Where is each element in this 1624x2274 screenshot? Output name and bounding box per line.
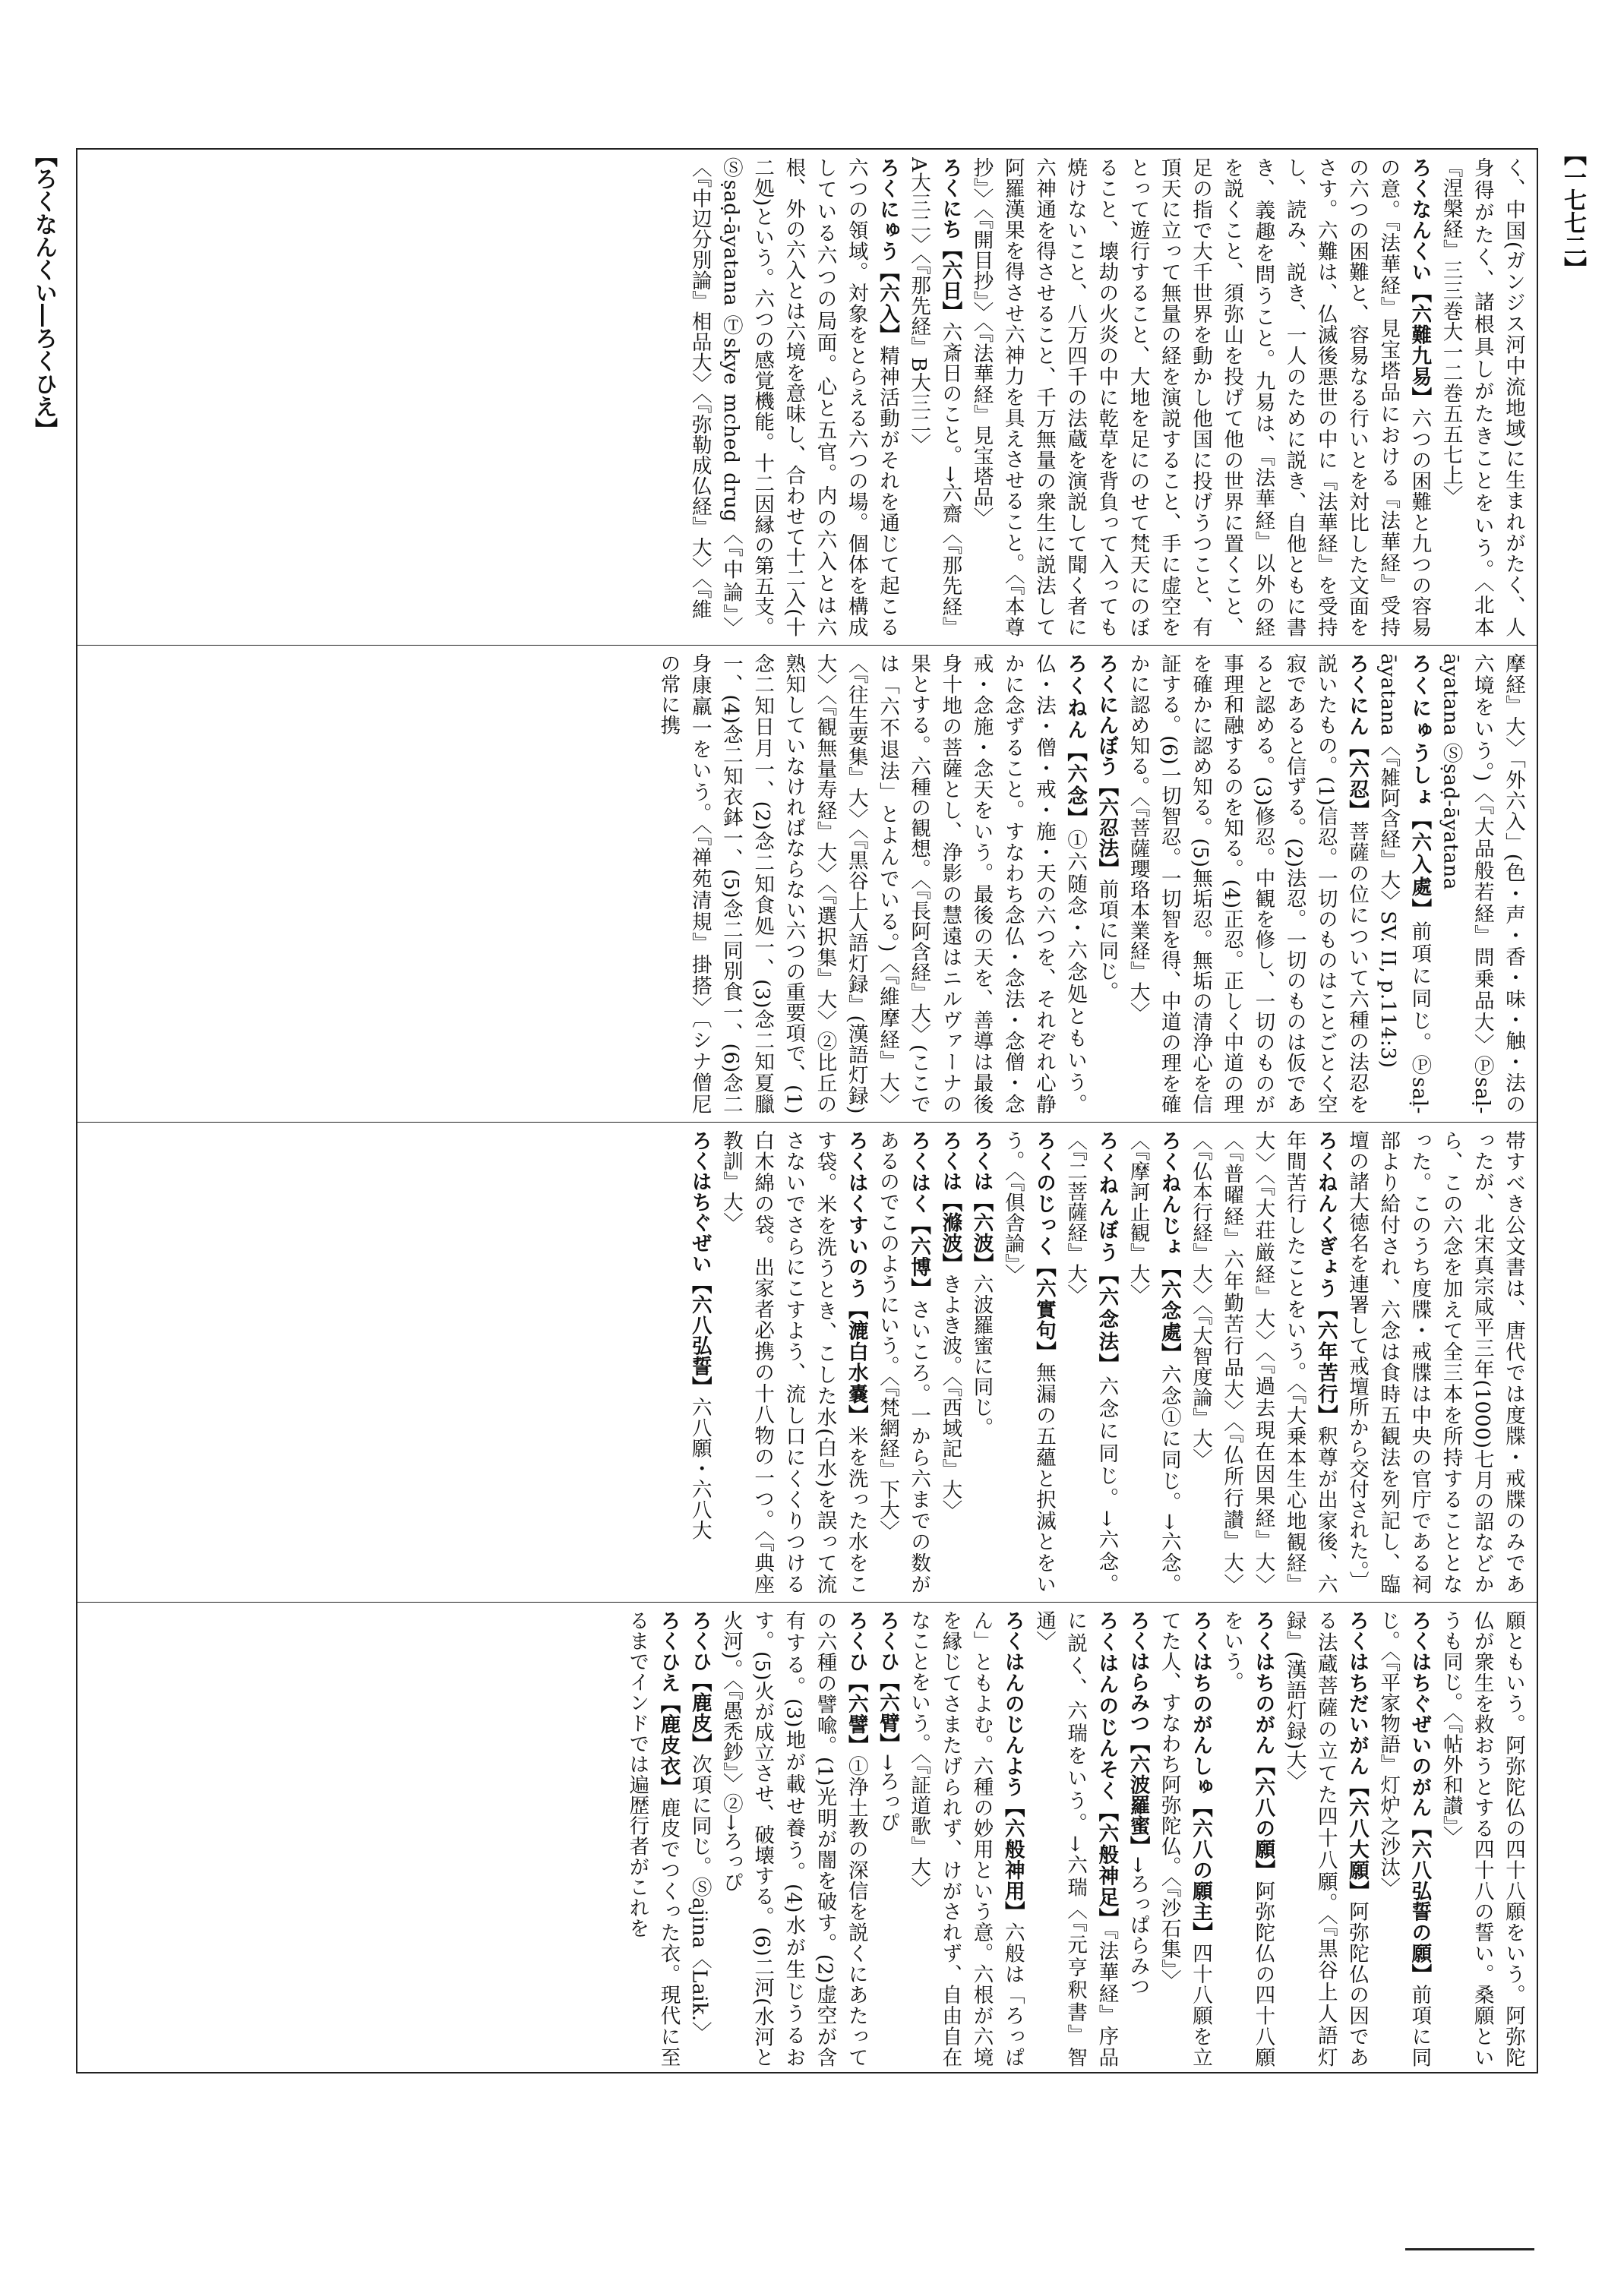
entry-headword: ろくはちぐぜい【六八弘誓】 bbox=[687, 1130, 712, 1397]
entry-text: 次項に同じ。Ⓢajina〈Laik.〉 bbox=[687, 1754, 712, 2042]
dictionary-entry bbox=[876, 1130, 930, 1594]
dictionary-entry bbox=[1189, 1130, 1338, 1594]
entry-text: 帯すべき公文書は、唐代では度牒・戒牒のみであったが、北宋真宗咸平三年(1000)七月の詔などから、この六念を加えて全三本を所持することとなった。このうち度牒・戒牒は中央の官庁である祠部より給付され、六念は食時五観法を列記し、臨壇の諸大徳名を連署して戒壇所から交付された。〕 bbox=[1344, 1130, 1525, 1594]
entry-headword: ろくは【滌波】 bbox=[938, 1130, 962, 1274]
dictionary-entry bbox=[1439, 157, 1525, 637]
dictionary-entry bbox=[1283, 1610, 1369, 2067]
tier-4-text bbox=[85, 1610, 1529, 2067]
entry-headword: ろくは【六波】 bbox=[969, 1130, 994, 1274]
entry-headword: ろくはく【六博】 bbox=[907, 1130, 931, 1300]
running-head: 【ろくなんくい―ろくひえ】 bbox=[30, 144, 57, 441]
dictionary-entry bbox=[1376, 653, 1431, 1114]
entry-text: きよき波。〈『西域記』大〉 bbox=[938, 1274, 962, 1521]
dictionary-entry bbox=[1345, 1130, 1525, 1594]
dictionary-entry bbox=[1126, 653, 1369, 1114]
entry-text: 願ともいう。阿弥陀仏の四十八願をいう。阿弥陀仏が衆生を救おうとする四十八の誓い。桑願というも同じ。〈『帖外和讃』〉 bbox=[1439, 1610, 1525, 2067]
entry-text: 六波羅蜜に同じ。 bbox=[969, 1274, 994, 1438]
dictionary-entry bbox=[876, 1610, 899, 1833]
dictionary-entry bbox=[1439, 653, 1525, 1114]
text-frame bbox=[76, 148, 1538, 2073]
entry-headword: ろくひ【六臂】 bbox=[875, 1610, 899, 1754]
entry-headword: ろくはちのがんしゅ【六八の願主】 bbox=[1188, 1610, 1212, 1944]
dictionary-entry bbox=[1095, 653, 1118, 1002]
dictionary-entry bbox=[907, 1610, 1025, 2067]
entry-text: ①浄土教の深信を説くにあたっての六種の譬喩。(1)光明が闇を破す。(2)虚空が含有する。(3)地が載せ養う。(4)水が生じうるおす。(5)火が成立させ、破壊する。(6)二河(水河と火河)。〈『愚禿鈔』〉②→ろっぴ bbox=[719, 1610, 868, 2067]
entry-text: 菩薩の位について六種の法忍を説いたもの。(1)信忍。一切のものはことごとく空寂であると信ずる。(2)法忍。一切のものは仮であると認める。(3)修忍。中観を修し、一切のものが事理和融するのを知る。(4)正忍。正しく中道の理を確かに認め知る。(5)無垢忍。無垢の清浄心を信証する。(6)一切智忍。一切智を得、中道の理を確かに認め知る。〈『菩薩瓔珞本業経』大〉 bbox=[1126, 653, 1369, 1114]
entry-text: →ろっぱらみつ bbox=[1126, 1856, 1150, 1997]
entry-text: さいころ。一から六までの数があるのでこのようにいう。〈『梵網経』下大〉 bbox=[875, 1130, 931, 1594]
dictionary-entry bbox=[657, 653, 1088, 1114]
dictionary-entry bbox=[1376, 1610, 1431, 2067]
dictionary-entry bbox=[1439, 1610, 1525, 2067]
entry-headword: ろくはちのがん【六八の願】 bbox=[1251, 1610, 1275, 1881]
entry-headword: ろくひ【六譬】 bbox=[844, 1610, 868, 1756]
dictionary-entry bbox=[970, 157, 1432, 637]
entry-text: 精神活動がそれを通じて起こる六つの領域。対象をとらえる六つの場。個体を構成している六つの局面。心と五官。内の六入とは六根、外の六入とは六境を意味し、合わせて十二入(十二処)という。六つの感覚機能。十二因縁の第五支。Ⓢṣaḍ-āyatana Ⓣskye mched drug〈『中論』〉〈『中辺分別論』相品大〉〈『弥勒成仏経』大〉〈『維 bbox=[687, 157, 899, 637]
page-number: 【一七七二】 bbox=[1559, 143, 1586, 280]
entry-headword: ろくはんのじんそく【六般神足】 bbox=[1095, 1610, 1119, 1930]
dictionary-entry bbox=[1158, 1610, 1212, 2067]
tier-2-text bbox=[85, 653, 1529, 1114]
entry-headword: ろくにんぼう【六忍法】 bbox=[1095, 653, 1119, 879]
entry-text: 『法華経』序品に説く、六瑞をいう。→六瑞〈『元亨釈書』智通〉 bbox=[1032, 1610, 1119, 2067]
entry-headword: ろくにん【六忍】 bbox=[1344, 653, 1369, 821]
entry-text: 六念に同じ。→六念。〈『二菩薩経』大〉 bbox=[1063, 1130, 1119, 1594]
entry-headword: ろくねんくぎょう【六年苦行】 bbox=[1313, 1130, 1338, 1426]
dictionary-entry bbox=[938, 1130, 962, 1521]
entry-headword: ろくはんのじんよう【六般神用】 bbox=[1000, 1610, 1025, 1922]
entry-text: 無漏の五蘊と択滅とをいう。〈『倶舎論』〉 bbox=[1000, 1130, 1056, 1594]
entry-headword: ろくはらみつ【六波羅蜜】 bbox=[1126, 1610, 1150, 1856]
tier-3-text bbox=[85, 1130, 1529, 1594]
dictionary-entry bbox=[1063, 1130, 1118, 1594]
dictionary-entry bbox=[907, 157, 962, 637]
entry-text: く、中国(ガンジス河中流地域)に生まれがたく、人身得がたく、諸根具しがたきことをいう。〈北本『涅槃経』三三巻大一二巻五五七上〉 bbox=[1439, 157, 1525, 637]
dictionary-entry bbox=[688, 1610, 712, 2042]
tier-4 bbox=[77, 1602, 1537, 2075]
entry-text: 阿弥陀仏の四十八願をいう。 bbox=[1220, 1610, 1275, 2067]
entry-text: 釈尊が出家後、六年間苦行したことをいう。〈『大乗本生心地観経』大〉〈『大荘厳経』大〉〈『過去現在因果経』大〉〈『普曜経』六年勤苦行品大〉〈『仏所行讃』大〉〈『仏本行経』大〉〈『大智度論』大〉 bbox=[1188, 1130, 1338, 1594]
entry-text: 六斎日のこと。→六齋〈『那先経』A大三二〉〈『那先経』B大三二〉 bbox=[907, 157, 962, 637]
dictionary-entry bbox=[688, 157, 899, 637]
entry-headword: ろくはくすいのう【漉白水嚢】 bbox=[844, 1130, 868, 1426]
tier-3 bbox=[77, 1122, 1537, 1602]
tier-1-text bbox=[85, 157, 1529, 637]
entry-headword: ろくねんぼう【六念法】 bbox=[1095, 1130, 1119, 1376]
entry-headword: ろくにゅう【六入】 bbox=[875, 157, 899, 346]
entry-text: 前項に同じ。〈『平家物語』灯炉之沙汰〉 bbox=[1376, 1610, 1432, 2067]
entry-text: 四十八願を立てた人、すなわち阿弥陀仏。〈『沙石集』〉 bbox=[1157, 1610, 1212, 2067]
dictionary-entry bbox=[1220, 1610, 1275, 2067]
entry-headword: ろくはちぐぜいのがん【六八弘誓の願】 bbox=[1408, 1610, 1432, 1985]
dictionary-entry bbox=[1001, 1130, 1056, 1594]
entry-text: 前項に同じ。Ⓟsaḷ-āyatana〈『雑阿含経』大〉SV. II, p.114:3) bbox=[1376, 653, 1432, 1114]
entry-text: →ろっぴ bbox=[875, 1754, 899, 1833]
dictionary-entry bbox=[719, 1610, 868, 2067]
entry-text: 摩経』大〉「外六入」(色・声・香・味・触・法の六境をいう。)〈『大品般若経』問乗品大〉Ⓟsaḷ-āyatana Ⓢṣaḍ-āyatana bbox=[1439, 653, 1525, 1114]
entry-text: 六念①に同じ。→六念。〈『摩訶止観』大〉 bbox=[1126, 1130, 1181, 1594]
entry-headword: ろくのじっく【六實句】 bbox=[1032, 1130, 1056, 1363]
entry-headword: ろくはちだいがん【六八大願】 bbox=[1344, 1610, 1369, 1902]
dictionary-entry bbox=[970, 1130, 994, 1438]
footer-rule bbox=[1405, 2248, 1534, 2250]
entry-headword: ろくにゅうしょ【六入處】 bbox=[1408, 653, 1432, 921]
tier-1 bbox=[77, 150, 1537, 645]
entry-text: 阿弥陀仏の因である法蔵菩薩の立てた四十八願。〈『黒谷上人語灯録』(漢語灯録)大〉 bbox=[1282, 1610, 1369, 2067]
entry-text: 米を洗った水をこす袋。米を洗うとき、こした水(白水)を誤って流さないでさらにこすよう、流し口にくくりつける白木綿の袋。出家者必携の十八物の一つ。〈『典座教訓』大〉 bbox=[719, 1130, 868, 1594]
entry-headword: ろくねん【六念】 bbox=[1063, 653, 1088, 829]
entry-text: 六般は「ろっぱん」ともよむ。六種の妙用という意。六根が六境を縁じてさまたげられず、けがされず、自由自在なことをいう。〈『証道歌』大〉 bbox=[907, 1610, 1025, 2067]
dictionary-entry bbox=[1126, 1610, 1150, 1997]
entry-text: 六八願・六八大 bbox=[687, 1397, 712, 1540]
dictionary-entry bbox=[688, 1130, 712, 1540]
entry-headword: ろくひえ【鹿皮衣】 bbox=[656, 1610, 681, 1798]
dictionary-entry bbox=[719, 1130, 868, 1594]
dictionary-entry bbox=[1032, 1610, 1118, 2067]
dictionary-entry bbox=[625, 1610, 680, 2067]
entry-text: 前項に同じ。 bbox=[1095, 879, 1119, 1002]
tier-2 bbox=[77, 645, 1537, 1122]
entry-headword: ろくねんじょ【六念處】 bbox=[1157, 1130, 1181, 1365]
entry-text: 鹿皮でつくった衣。現代に至るまでインドでは遍歴行者がこれを bbox=[625, 1610, 681, 2067]
entry-text: ①六随念・六念処ともいう。仏・法・僧・戒・施・天の六つを、それぞれ心静かに念ずること。すなわち念仏・念法・念僧・念戒・念施・念天をいう。最後の天を、善導は最後身十地の菩薩とし、浄影の慧遠はニルヴァーナの果とする。六種の観想。〈『長阿含経』大〉(ここでは「六不退法」とよんでいる。)〈『維摩経』大〉〈『往生要集』大〉〈『黒谷上人語灯録』(漢語灯録)大〉〈『観無量寿経』大〉〈『選択集』大〉②比丘の熟知していなければならない六つの重要項で、(1)念二知日月一、(2)念二知食処一、(3)念二知夏臘一、(4)念二知衣鉢一、(5)念二同別食一、(6)念二身康羸一をいう。〈『禅苑清規』掛搭〉〔シナ僧尼の常に携 bbox=[656, 653, 1088, 1114]
entry-headword: ろくひ【鹿皮】 bbox=[687, 1610, 712, 1754]
entry-headword: ろくにち【六日】 bbox=[938, 157, 962, 322]
entry-text: 六つの困難と九つの容易の意。『法華経』見宝塔品における『法華経』受持の六つの困難と、容易なる行いとを対比した文面をさす。六難は、仏滅後悪世の中に『法華経』を受持し、読み、説き、一人のために説き、自他ともに書き、義趣を問うこと。九易は、『法華経』以外の経を説くこと、須弥山を投げて他の世界に置くこと、足の指で大千世界を動かし他国に投げうつこと、有頂天に立って無量の経を演説すること、手に虚空をとって遊行すること、大地を足にのせて梵天にのぼること、壊劫の火炎の中に乾草を背負って入っても焼けないこと、八万四千の法蔵を演説して聞く者に六神通を得させること、千万無量の衆生に説法して阿羅漢果を得させ六神力を具えさせること。〈『本尊抄』〉〈『開目抄』〉〈『法華経』見宝塔品〉 bbox=[969, 157, 1432, 637]
dictionary-entry bbox=[1126, 1130, 1181, 1594]
entry-headword: ろくなんくい【六難九易】 bbox=[1408, 157, 1432, 408]
